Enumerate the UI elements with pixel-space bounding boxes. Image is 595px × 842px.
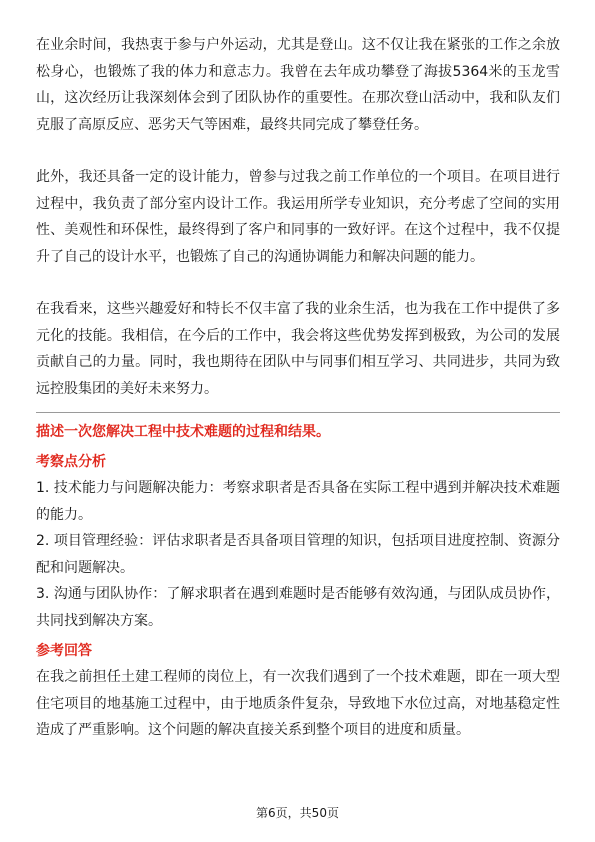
reference-answer: 在我之前担任土建工程师的岗位上，有一次我们遇到了一个技术难题，即在一项大型住宅项目的地基施工过程中，由于地质条件复杂，导致地下水位过高，对地基稳定性造成了严重影响。这个问题的解决直接关系到整个项目的进度和质量。 <box>36 669 560 738</box>
intro-paragraph-3: 在我看来，这些兴趣爱好和特长不仅丰富了我的业余生活，也为我在工作中提供了多元化的技能。我相信，在今后的工作中，我会将这些优势发挥到极致，为公司的发展贡献自己的力量。同时，我也期待在团队中与同事们相互学习、共同进步，共同为致远控股集团的美好未来努力。 <box>36 301 560 397</box>
intro-paragraph-1: 在业余时间，我热衷于参与户外运动，尤其是登山。这不仅让我在紧张的工作之余放松身心，也锻炼了我的体力和意志力。我曾在去年成功攀登了海拔5364米的玉龙雪山，这次经历让我深刻体会到了团队协作的重要性。在那次登山活动中，我和队友们克服了高原反应、恶劣天气等困难，最终共同完成了攀登任务。 <box>36 37 560 133</box>
analysis-point-3: 3. 沟通与团队协作：了解求职者在遇到难题时是否能够有效沟通，与团队成员协作，共同找到解决方案。 <box>36 586 560 629</box>
paragraph-gap <box>36 270 560 296</box>
section-divider <box>36 412 560 413</box>
reference-title: 参考回答 <box>36 643 92 659</box>
analysis-point-1: 1. 技术能力与问题解决能力：考察求职者是否具备在实际工程中遇到并解决技术难题的能力。 <box>36 480 560 523</box>
page-content <box>36 32 560 744</box>
page-number: 第6页，共50页 <box>256 806 339 820</box>
intro-paragraph-2: 此外，我还具备一定的设计能力，曾参与过我之前工作单位的一个项目。在项目进行过程中，我负责了部分室内设计工作。我运用所学专业知识，充分考虑了空间的实用性、美观性和环保性，最终得到了客户和同事的一致好评。在这个过程中，我不仅提升了自己的设计水平，也锻炼了自己的沟通协调能力和解决问题的能力。 <box>36 169 560 265</box>
question-heading: 描述一次您解决工程中技术难题的过程和结果。 <box>36 424 330 440</box>
paragraph-gap <box>36 138 560 164</box>
analysis-point-2: 2. 项目管理经验：评估求职者是否具备项目管理的知识，包括项目进度控制、资源分配和问题解决。 <box>36 533 560 576</box>
analysis-title: 考察点分析 <box>36 454 106 470</box>
